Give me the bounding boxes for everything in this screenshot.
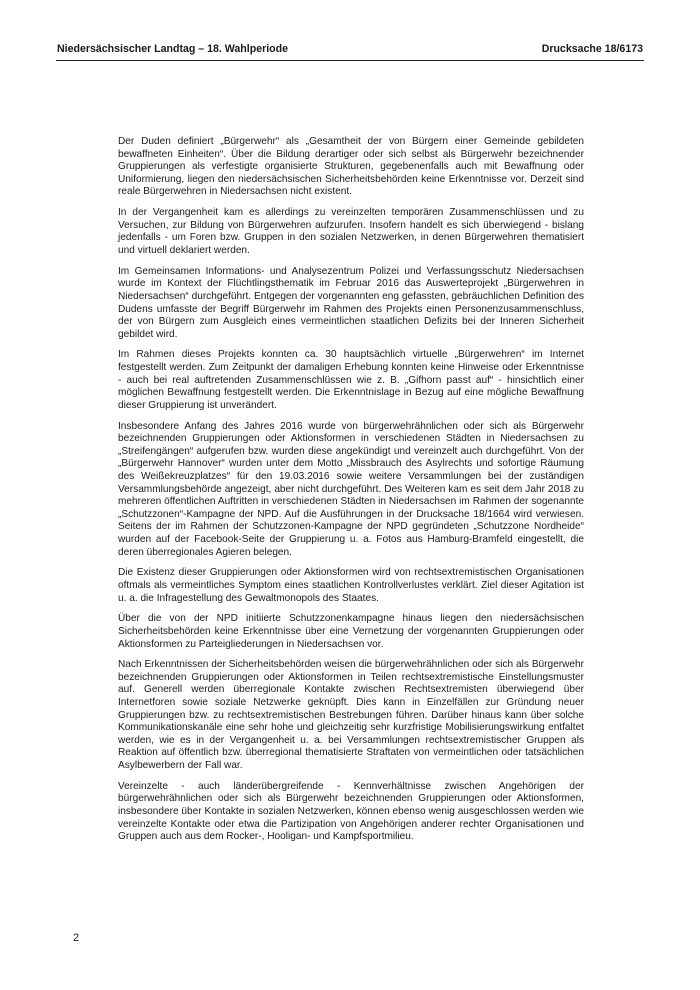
paragraph-analysis-project: Im Gemeinsamen Informations- und Analysezentrum Polizei und Verfassungsschutz Niedersachsen wurde im Kontext der Flüchtlingsthematik im Februar 2016 das Auswerteprojekt „Bürgerwehren in Niedersachsen“ durchgeführt. Entgegen der vorgenannten eng gefassten, gebräuchlichen Definition des Dudens umfasste der Begriff Bürgerwehr im Rahmen des Projekts einen Personenzusammenschluss, der von Bürgern zum Ausgleich eines vermeintlichen staatlichen Defizits bei der Inneren Sicherheit gebildet wird. (118, 265, 584, 340)
page-number: 2 (73, 932, 80, 944)
page-header (56, 42, 644, 61)
paragraph-security-findings: Nach Erkenntnissen der Sicherheitsbehörden weisen die bürgerwehrähnlichen oder sich als Bürgerwehr bezeichnenden Gruppierungen oder Aktionsformen in Teilen rechtsextremistische Einstellungsmuster auf. Generell werden überregionale Kontakte zwischen Rechtsextremisten überwiegend über Internetforen sowie soziale Netzwerke geknüpft. Dies kann in Einzelfällen zur Gründung neuer Gruppierungen bzw. zu rechtsextremistischen Bestrebungen führen. Darüber hinaus kann über solche Kommunikationskanäle eine sehr hohe und gleichzeitig sehr kurzfristige Mobilisierungswirkung entfaltet werden, wie es in der Vergangenheit u. a. bei Versammlungen rechtsextremistischer Gruppen als Reaktion auf öffentlich bzw. überregional thematisierte Straftaten von vermeintlichen oder tatsächlichen Asylbewerbern der Fall war. (118, 659, 584, 772)
paragraph-duden-definition: Der Duden definiert „Bürgerwehr“ als „Gesamtheit der von Bürgern einer Gemeinde gebildeten bewaffneten Einheiten“. Über die Bildung derartiger oder sich selbst als Bürgerwehr bezeichnender Gruppierungen als verfestigte organisierte Strukturen, gegebenenfalls auch mit Bewaffnung oder Uniformierung, liegen den niedersächsischen Sicherheitsbehörden keine Erkenntnisse vor. Derzeit sind reale Bürgerwehren in Niedersachsen nicht existent. (118, 136, 584, 198)
paragraph-past-gatherings: In der Vergangenheit kam es allerdings zu vereinzelten temporären Zusammenschlüssen und zu Versuchen, zur Bildung von Bürgerwehren aufzurufen. Insofern handelt es sich überwiegend - bislang jedenfalls - um Foren bzw. Gruppen in den sozialen Netzwerken, in denen Bürgerwehren thematisiert und virtuell deklariert werden. (118, 207, 584, 256)
paragraph-project-findings: Im Rahmen dieses Projekts konnten ca. 30 hauptsächlich virtuelle „Bürgerwehren“ im Internet festgestellt werden. Zum Zeitpunkt der damaligen Erhebung konnten keine Hinweise oder Erkenntnisse - auch bei real auftretenden Zusammenschlüssen wie z. B. „Gifhorn passt auf“ - hinsichtlich einer möglichen Bewaffnung festgestellt werden. Die Erkenntnislage in Bezug auf eine mögliche Bewaffnung dieser Gruppierung ist unverändert. (118, 349, 584, 411)
paragraph-npd-campaign: Über die von der NPD initiierte Schutzzonenkampagne hinaus liegen den niedersächsischen Sicherheitsbehörden keine Erkenntnisse über eine Vernetzung der vorgenannten Gruppierungen oder Aktionsformen zu Parteigliederungen in Niedersachsen vor. (118, 613, 584, 650)
header-document-number: Drucksache 18/6173 (541, 43, 643, 55)
paragraph-contacts: Vereinzelte - auch länderübergreifende - Kennverhältnisse zwischen Angehörigen der bürgerwehrähnlichen oder sich als Bürgerwehr bezeichnenden Gruppierungen oder Aktionsformen, insbesondere über Kontakte in sozialen Netzwerken, können ebenso wenig ausgeschlossen werden wie vereinzelte Kontakte oder etwa die Partizipation von Angehörigen anderer rechter Organisationen und Gruppen auch aus dem Rocker-, Hooligan- und Kampfsportmilieu. (118, 780, 584, 843)
body-text (118, 136, 584, 852)
paragraph-existence-agitation: Die Existenz dieser Gruppierungen oder Aktionsformen wird von rechtsextremistischen Organisationen oftmals als vermeintliches Symptom eines staatlichen Kontrollverlustes verklärt. Ziel dieser Agitation ist u. a. die Infragestellung des Gewaltmonopols des Staates. (118, 567, 584, 604)
paragraph-patrols-2016: Insbesondere Anfang des Jahres 2016 wurde von bürgerwehrähnlichen oder sich als Bürgerwehr bezeichnenden Gruppierungen oder Aktionsformen in verschiedenen Städten in Niedersachsen zu „Streifengängen“ aufgerufen bzw. wurden diese angekündigt und vereinzelt auch durchgeführt. Von der „Bürgerwehr Hannover“ wurden unter dem Motto „Missbrauch des Asylrechts und sofortige Räumung des Weißekreuzplatzes“ für den 19.03.2016 sowie weitere Versammlungen bei der zuständigen Versammlungsbehörde angezeigt, aber nicht durchgeführt. Des Weiteren kam es seit dem Jahr 2018 zu mehreren öffentlichen Auftritten in verschiedenen Städten in Niedersachsen im Rahmen der sogenannte „Schutzzonen“-Kampagne der NPD. Auf die Ausführungen in der Drucksache 18/1664 wird verwiesen. Seitens der im Rahmen der Schutzzonen-Kampagne der NPD gegründeten „Schutzzone Nordheide“ wurden auf der Facebook-Seite der Gruppierung u. a. Fotos aus Hamburg-Bramfeld eingestellt, die deren überregionales Agieren belegen. (118, 420, 584, 558)
header-parliament-title: Niedersächsischer Landtag – 18. Wahlperiode (57, 43, 288, 55)
